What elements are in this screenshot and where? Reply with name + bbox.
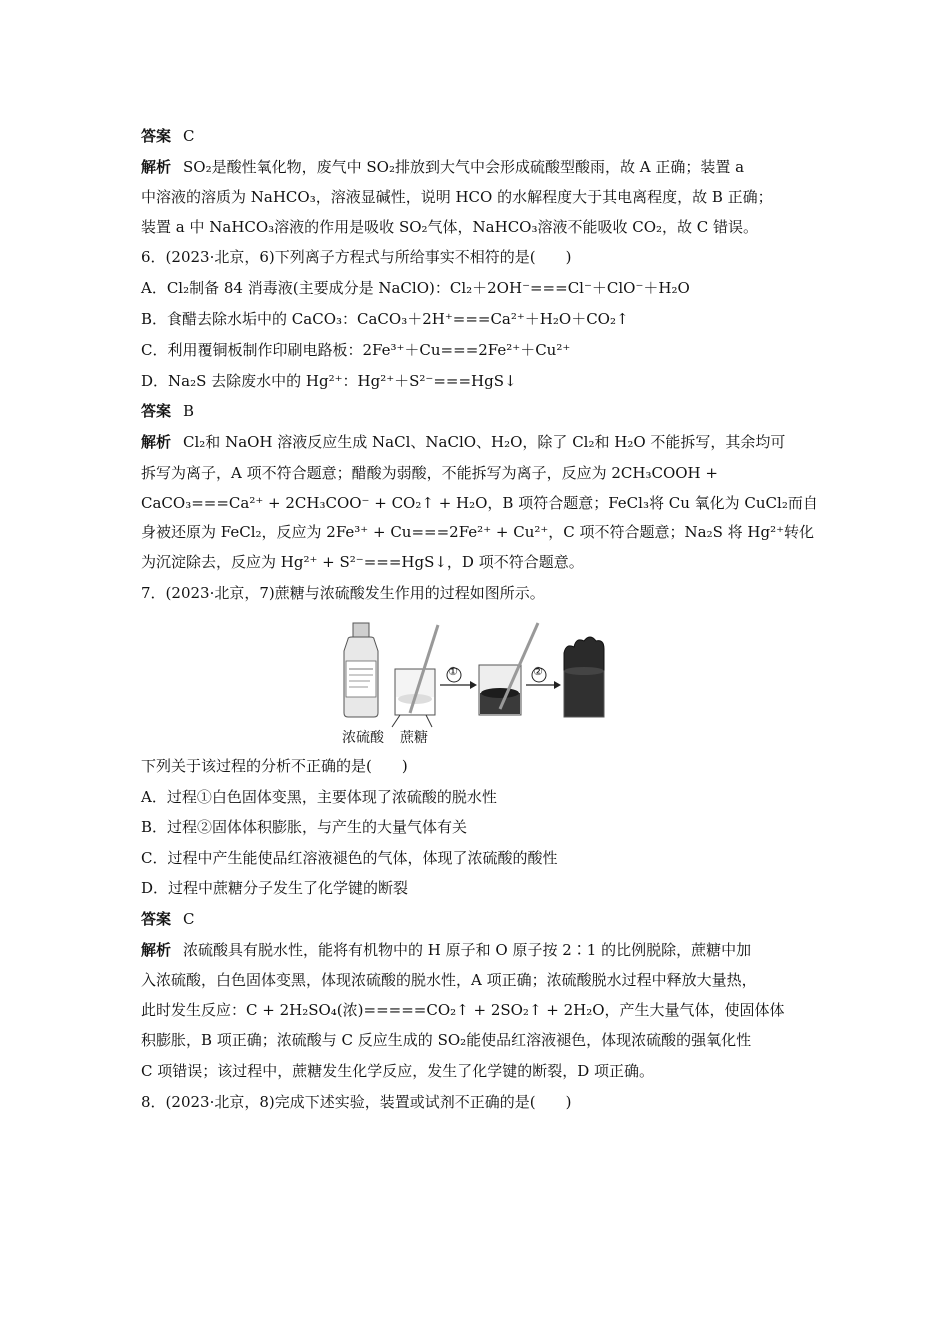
analysis-line: 积膨胀，B 项正确；浓硫酸与 C 反应生成的 SO₂能使品红溶液褪色，体现浓硫酸的强氧化性 xyxy=(141,1031,752,1049)
question-stem: 8．(2023·北京，8)完成下述实验，装置或试剂不正确的是( ) xyxy=(141,1093,572,1111)
analysis-line: 入浓硫酸，白色固体变黑，体现浓硫酸的脱水性，A 项正确；浓硫酸脱水过程中释放大量热， xyxy=(141,971,757,989)
analysis-line: C 项错误；该过程中，蔗糖发生化学反应，发生了化学键的断裂，D 项正确。 xyxy=(141,1062,655,1080)
step-2-label: ② xyxy=(533,665,543,678)
answer-row xyxy=(141,909,821,929)
analysis-text: SO₂是酸性氧化物，废气中 SO₂排放到大气中会形成硫酸型酸雨，故 A 正确；装置 a xyxy=(183,158,745,176)
answer-value: B xyxy=(183,402,195,420)
analysis-line xyxy=(141,432,821,452)
question-text: 下列关于该过程的分析不正确的是( ) xyxy=(141,757,408,775)
option-c: C．利用覆铜板制作印刷电路板：2Fe³⁺＋Cu===2Fe²⁺＋Cu²⁺ xyxy=(141,341,571,359)
expanded-carbon-beaker xyxy=(564,637,604,717)
option-d: D．过程中蔗糖分子发生了化学键的断裂 xyxy=(141,879,409,897)
answer-value: C xyxy=(183,127,195,145)
option-c: C．过程中产生能使品红溶液褪色的气体，体现了浓硫酸的酸性 xyxy=(141,849,558,867)
analysis-text: Cl₂和 NaOH 溶液反应生成 NaCl、NaClO、H₂O，除了 Cl₂和 H₂O 不能拆写，其余均可 xyxy=(183,433,786,451)
analysis-label: 解析 xyxy=(141,158,172,176)
analysis-line xyxy=(141,157,821,177)
option-a: A．Cl₂制备 84 消毒液(主要成分是 NaClO)：Cl₂＋2OH⁻===Cl⁻＋ClO⁻＋H₂O xyxy=(141,279,690,297)
experiment-figure xyxy=(340,613,620,748)
analysis-label: 解析 xyxy=(141,433,172,451)
analysis-line: 为沉淀除去，反应为 Hg²⁺ + S²⁻===HgS↓，D 项不符合题意。 xyxy=(141,553,584,571)
analysis-line: 中溶液的溶质为 NaHCO₃，溶液显碱性，说明 HCO 的水解程度大于其电离程度，故 B 正确； xyxy=(141,188,773,206)
analysis-text: 浓硫酸具有脱水性，能将有机物中的 H 原子和 O 原子按 2∶1 的比例脱除，蔗糖中加 xyxy=(183,941,752,959)
caption-sugar: 蔗糖 xyxy=(400,730,428,746)
analysis-label: 解析 xyxy=(141,941,172,959)
acid-bottle xyxy=(344,623,378,717)
answer-label: 答案 xyxy=(141,127,172,145)
analysis-line: 此时发生反应：C + 2H₂SO₄(浓)=====CO₂↑ + 2SO₂↑ + 2H₂O，产生大量气体，使固体体 xyxy=(141,1001,785,1019)
answer-row xyxy=(141,126,821,146)
question-stem: 6．(2023·北京，6)下列离子方程式与所给事实不相符的是( ) xyxy=(141,248,572,266)
analysis-line xyxy=(141,940,821,960)
sugar-beaker xyxy=(392,625,438,727)
option-a: A．过程①白色固体变黑，主要体现了浓硫酸的脱水性 xyxy=(141,788,497,806)
arrow-step-2 xyxy=(526,668,561,689)
step-1-label: ① xyxy=(448,665,458,678)
analysis-line: CaCO₃===Ca²⁺ + 2CH₃COO⁻ + CO₂↑ + H₂O，B 项符合题意；FeCl₃将 Cu 氧化为 CuCl₂而自 xyxy=(141,494,818,512)
option-b: B．食醋去除水垢中的 CaCO₃：CaCO₃＋2H⁺===Ca²⁺＋H₂O＋CO₂↑ xyxy=(141,310,629,328)
answer-label: 答案 xyxy=(141,402,172,420)
answer-label: 答案 xyxy=(141,910,172,928)
question-stem: 7．(2023·北京，7)蔗糖与浓硫酸发生作用的过程如图所示。 xyxy=(141,584,545,602)
analysis-line: 拆写为离子，A 项不符合题意；醋酸为弱酸，不能拆写为离子，反应为 2CH₃COOH + xyxy=(141,464,718,482)
option-d: D．Na₂S 去除废水中的 Hg²⁺：Hg²⁺＋S²⁻===HgS↓ xyxy=(141,372,517,390)
caption-acid: 浓硫酸 xyxy=(342,730,384,746)
analysis-line: 身被还原为 FeCl₂，反应为 2Fe³⁺ + Cu===2Fe²⁺ + Cu²⁺，C 项不符合题意；Na₂S 将 Hg²⁺转化 xyxy=(141,523,815,541)
analysis-line: 装置 a 中 NaHCO₃溶液的作用是吸收 SO₂气体，NaHCO₃溶液不能吸收 CO₂，故 C 错误。 xyxy=(141,218,759,236)
arrow-step-1 xyxy=(440,668,477,689)
black-beaker xyxy=(479,623,538,715)
option-b: B．过程②固体体积膨胀，与产生的大量气体有关 xyxy=(141,818,468,836)
answer-row xyxy=(141,401,821,421)
answer-value: C xyxy=(183,910,195,928)
